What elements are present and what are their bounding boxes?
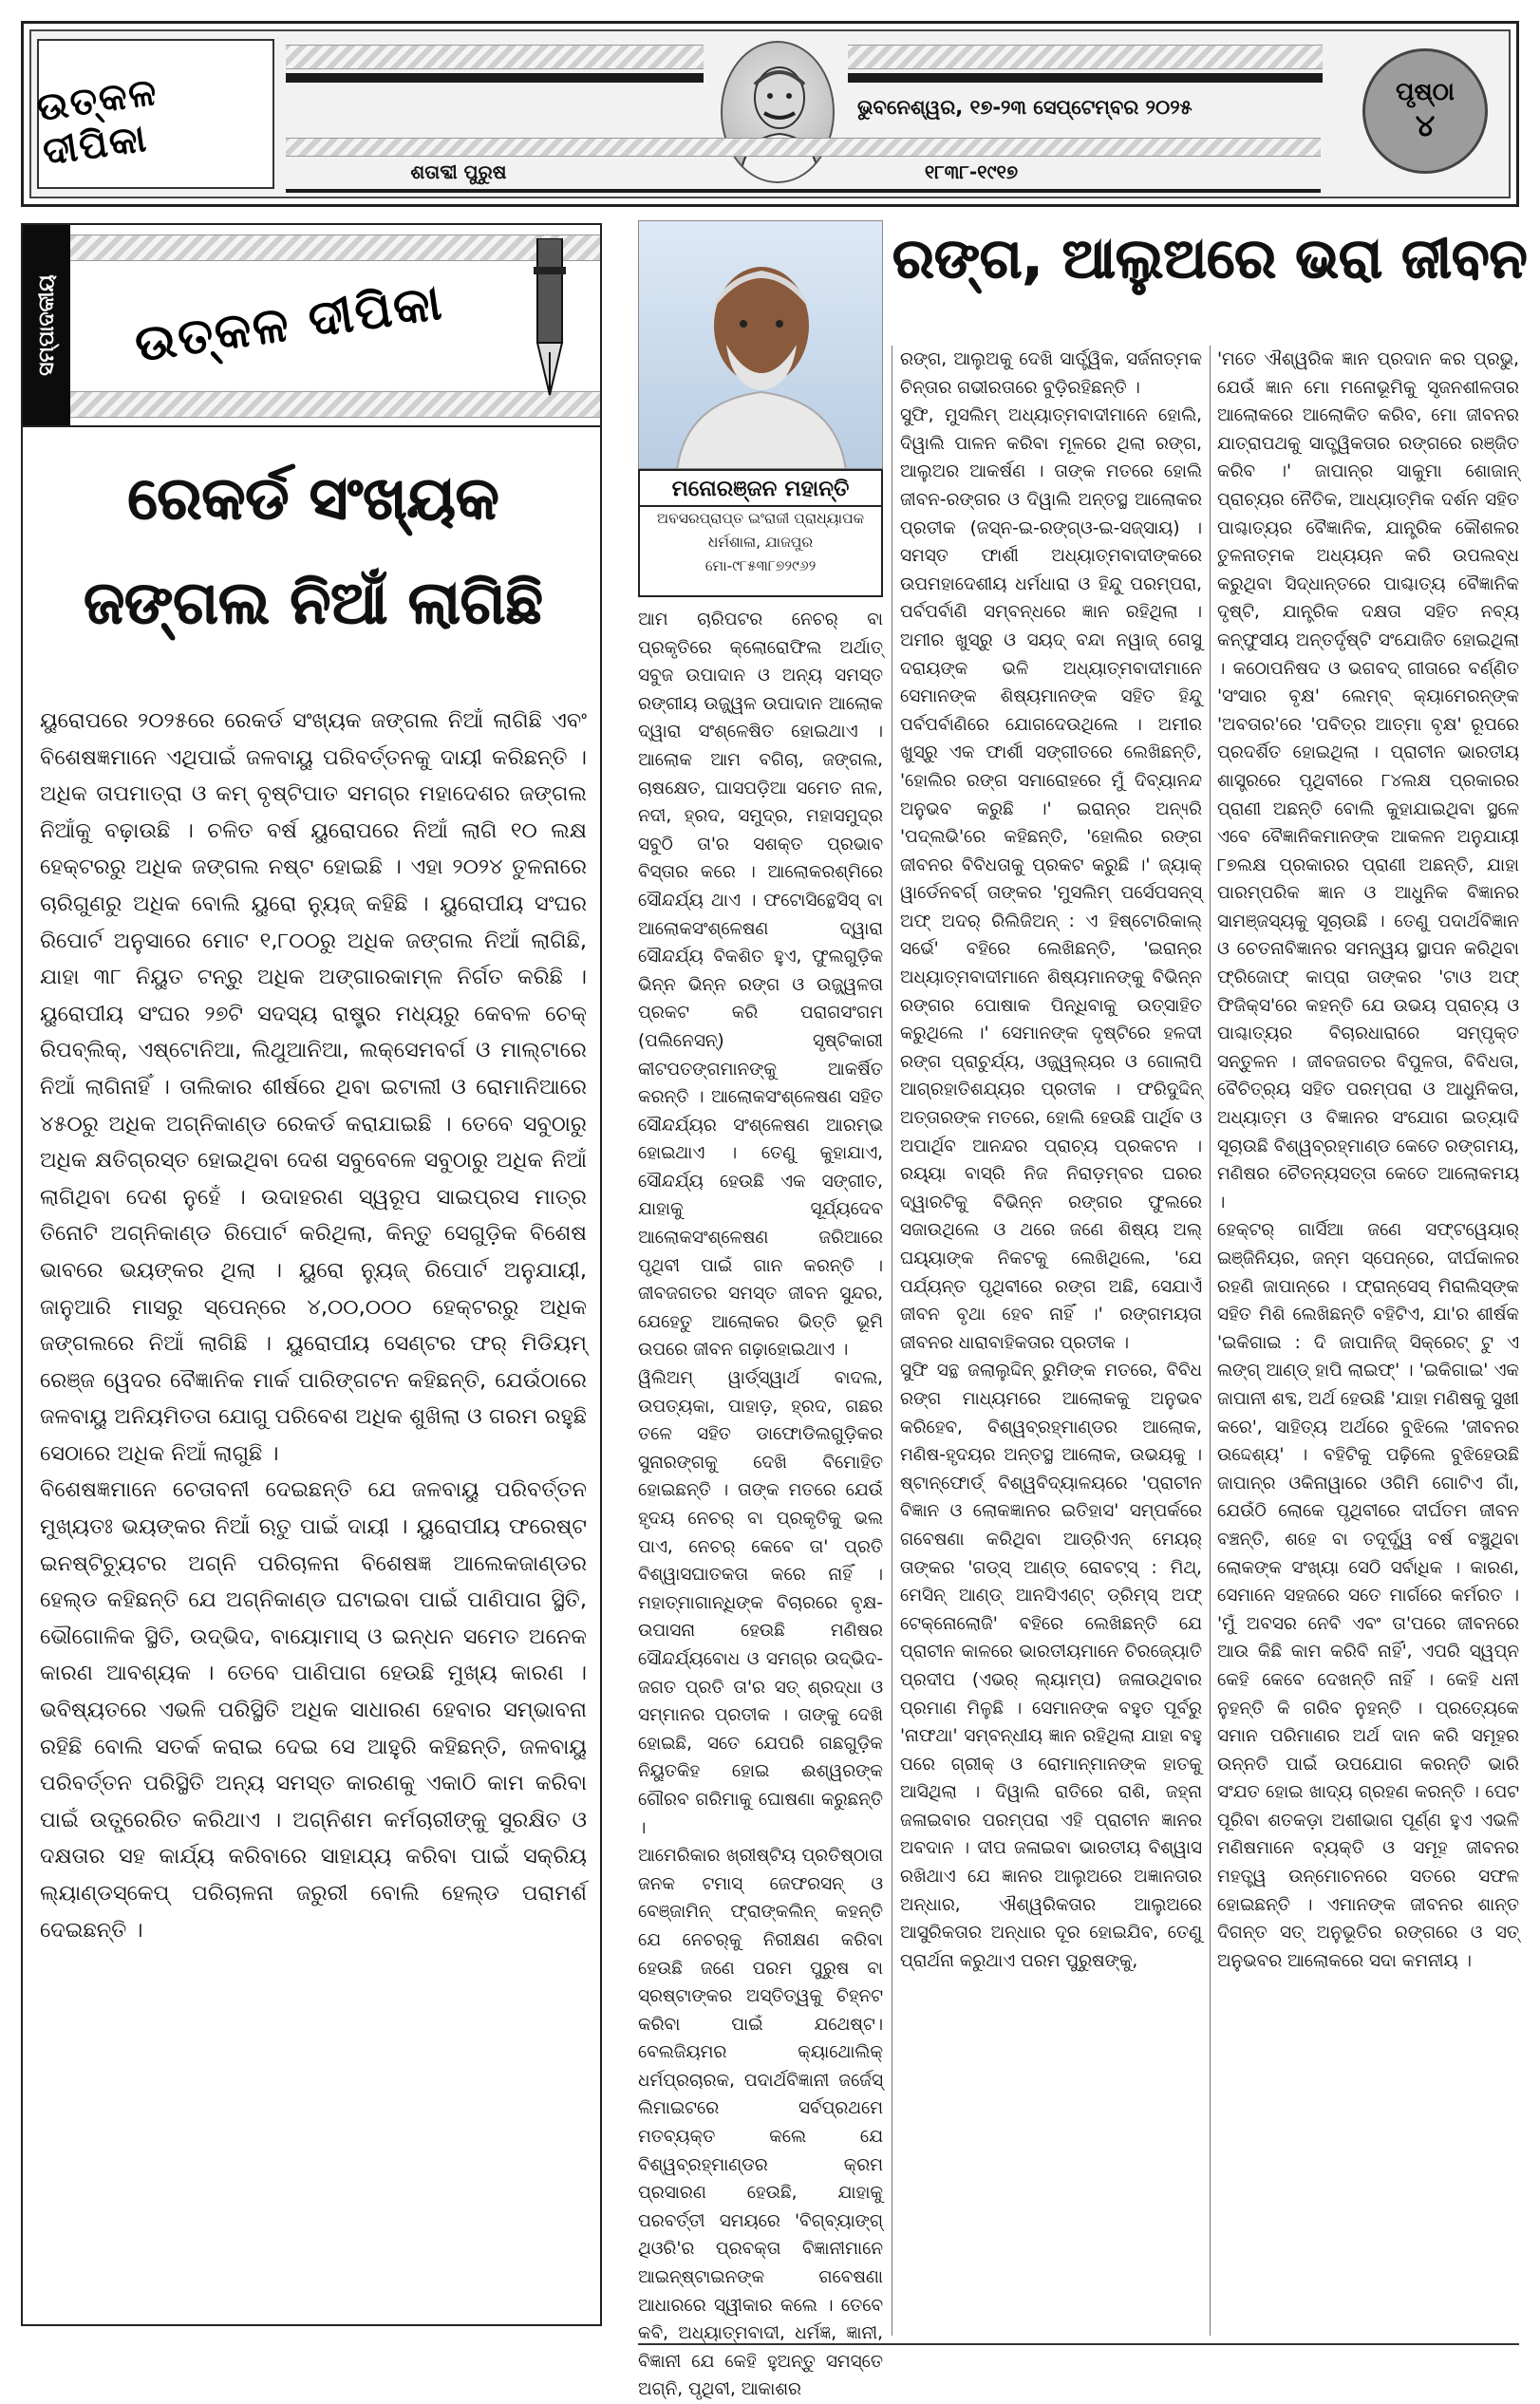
paragraph: ରଙ୍ଗ, ଆଲୁଅକୁ ଦେଖି ସାର୍ତ୍ତ୍ୱିକ, ସର୍ଜନାତ୍ମକ ଚିନ୍ତାର ଗଭୀରତାରେ ବୁଡ଼ିରହିଛନ୍ତି । xyxy=(900,349,1202,398)
article-column-2 xyxy=(900,346,1202,1975)
author-designation: ଅବସରପ୍ରାପ୍ତ ଇଂରାଜୀ ପ୍ରାଧ୍ୟାପକ xyxy=(656,510,865,527)
bottom-bar xyxy=(286,189,1321,193)
author-photo xyxy=(638,220,883,469)
left-article xyxy=(21,427,602,2326)
paragraph: ଆମେରିକାର ଖ୍ରୀଷ୍ଟିୟ ପ୍ରତିଷ୍ଠାତା ଜନକ ଟମାସ୍ ଜେଫରସନ୍ ଓ ବେଞ୍ଜାମିନ୍ ଫ୍ରାଙ୍କଲିନ୍ କହନ୍ତି ଯେ ନେଚର୍‌କୁ ନିରୀକ୍ଷଣ କରିବା ହେଉଛି ଜଣେ ପରମ ପୁରୁଷ ବା ସ୍ରଷ୍ଟାଙ୍କର ଅସ୍ତିତ୍ୱକୁ ଚିହ୍ନଟ କରିବା ପାଇଁ ଯଥେଷ୍ଟ। ବେଲଜିୟମର କ୍ୟାଥୋଲିକ୍ ଧର୍ମପ୍ରଚାରକ, ପଦାର୍ଥବିଜ୍ଞାନୀ ଜର୍ଜେସ୍ ଲିମାଇଟରେ ସର୍ବପ୍ରଥମେ ମତବ୍ୟକ୍ତ କଲେ ଯେ ବିଶ୍ୱବ୍ରହ୍ମାଣ୍ଡର କ୍ରମ ପ୍ରସାରଣ ହେଉଛି, ଯାହାକୁ ପରବର୍ତ୍ତୀ ସମୟରେ 'ବିଗ୍‌ବ୍ୟାଙ୍ଗ୍ ଥିଓରି'ର ପ୍ରବକ୍ତା ବିଜ୍ଞାନୀମାନେ ଆଇନ୍‌ଷ୍ଟାଇନଙ୍କ ଗବେଷଣା ଆଧାରରେ ସ୍ୱୀକାର କଲେ । ତେବେ କବି, ଅଧ୍ୟାତ୍ମବାଦୀ, ଧର୍ମଜ୍ଞ, ଜ୍ଞାନୀ, ବିଜ୍ଞାନୀ ଯେ କେହି ହୁଅନ୍ତୁ ସମସ୍ତେ ଅଗ୍ନି, ପୃଥିବୀ, ଆକାଶର xyxy=(638,1846,883,2400)
editorial-label: ସମ୍ପାଦକୀୟ xyxy=(34,274,59,376)
editorial-title: ଉତ୍କଳ ଦୀପିକା xyxy=(130,272,446,374)
bottom-stripe xyxy=(286,138,1321,157)
paragraph: ୟୁରୋପରେ ୨୦୨୫ରେ ରେକର୍ଡ ସଂଖ୍ୟକ ଜଙ୍ଗଲ ନିଆଁ ଲାଗିଛି ଏବଂ ବିଶେଷଜ୍ଞମାନେ ଏଥିପାଇଁ ଜଳବାୟୁ ପରିବର୍ତ୍ତନକୁ ଦାୟୀ କରିଛନ୍ତି । ଅଧିକ ତାପମାତ୍ରା ଓ କମ୍ ବୃଷ୍ଟିପାତ ସମଗ୍ର ମହାଦେଶର ଜଙ୍ଗଲ ନିଆଁକୁ ବଢ଼ାଉଛି । ଚଳିତ ବର୍ଷ ୟୁରୋପରେ ନିଆଁ ଲାଗି ୧୦ ଲକ୍ଷ ହେକ୍ଟରରୁ ଅଧିକ ଜଙ୍ଗଲ ନଷ୍ଟ ହୋଇଛି । ଏହା ୨୦୨୪ ତୁଳନାରେ ଚାରିଗୁଣରୁ ଅଧିକ ବୋଲି ୟୁରୋ ନ୍ୟୁଜ୍ କହିଛି । ୟୁରୋପୀୟ ସଂଘର ରିପୋର୍ଟ ଅନୁସାରେ ମୋଟ ୧,୮୦୦ରୁ ଅଧିକ ଜଙ୍ଗଲ ନିଆଁ ଲାଗିଛି, ଯାହା ୩୮ ନିୟୁତ ଟନ୍‌ରୁ ଅଧିକ ଅଙ୍ଗାରକାମ୍ଳ ନିର୍ଗତ କରିଛି । ୟୁରୋପୀୟ ସଂଘର ୨୭ଟି ସଦସ୍ୟ ରାଷ୍ଟ୍ର ମଧ୍ୟରୁ କେବଳ ଚେକ୍ ରିପବ୍ଲିକ୍, ଏଷ୍ଟୋନିଆ, ଲିଥୁଆନିଆ, ଲକ୍ସେମବର୍ଗ ଓ ମାଲ୍ଟାରେ ନିଆଁ ଲାଗିନାହିଁ । ତାଲିକାର ଶୀର୍ଷରେ ଥିବା ଇଟାଲୀ ଓ ରୋମାନିଆରେ ୪୫୦ରୁ ଅଧିକ ଅଗ୍ନିକାଣ୍ଡ ରେକର୍ଡ କରାଯାଇଛି । ତେବେ ସବୁଠାରୁ ଅଧିକ କ୍ଷତିଗ୍ରସ୍ତ ହୋଇଥିବା ଦେଶ ସବୁବେଳେ ସବୁଠାରୁ ଅଧିକ ନିଆଁ ଲାଗିଥିବା ଦେଶ ନୁହେଁ । ଉଦାହରଣ ସ୍ୱରୂପ ସାଇପ୍ରସ ମାତ୍ର ତିନୋଟି ଅଗ୍ନିକାଣ୍ଡ ରିପୋର୍ଟ କରିଥିଲା, କିନ୍ତୁ ସେଗୁଡ଼ିକ ବିଶେଷ ଭାବରେ ଭୟଙ୍କର ଥିଲା । ୟୁରୋ ନ୍ୟୁଜ୍ ରିପୋର୍ଟ ଅନୁଯାୟୀ, ଜାନୁଆରି ମାସରୁ ସ୍ପେନ୍‌ରେ ୪,୦୦,୦୦୦ ହେକ୍ଟରରୁ ଅଧିକ ଜଙ୍ଗଲରେ ନିଆଁ ଲାଗିଛି । ୟୁରୋପୀୟ ସେଣ୍ଟର ଫର୍ ମିଡିୟମ୍ ରେଞ୍ଜ ୱେଦର ବୈଜ୍ଞାନିକ ମାର୍କ ପାରିଙ୍ଗଟନ କହିଛନ୍ତି, ଯେଉଁଠାରେ ଜଳବାୟୁ ଅନିୟମିତତା ଯୋଗୁ ପରିବେଶ ଅଧିକ ଶୁଖିଲା ଓ ଗରମ ରହୁଛି ସେଠାରେ ଅଧିକ ନିଆଁ ଲାଗୁଛି । xyxy=(40,708,587,1466)
editorial-title-wrap xyxy=(89,267,488,381)
article-column-1 xyxy=(638,606,883,2404)
author-name: ମନୋରଞ୍ଜନ ମହାନ୍ତି xyxy=(640,471,881,507)
paragraph: ୱିଲିଅମ୍ ୱାର୍ଡ୍‌ସ୍ୱାର୍ଥ ବାଦଲ, ଉପତ୍ୟକା, ପାହାଡ଼, ହ୍ରଦ, ଗଛର ତଳେ ସହିତ ଡାଫୋଡିଲଗୁଡ଼ିକର ସୁନାରଙ୍ଗକୁ ଦେଖି ବିମୋହିତ ହୋଇଛନ୍ତି । ତାଙ୍କ ମତରେ ଯେଉଁ ହୃଦୟ ନେଚର୍ ବା ପ୍ରକୃତିକୁ ଭଲ ପାଏ, ନେଚର୍ କେବେ ତା' ପ୍ରତି ବିଶ୍ୱାସଘାତକତା କରେ ନାହିଁ । ମହାତ୍ମାଗାନ୍ଧିଙ୍କ ବିଚାରରେ ବୃକ୍ଷ-ଉପାସନା ହେଉଛି ମଣିଷର ସୌନ୍ଦର୍ଯ୍ୟବୋଧ ଓ ସମଗ୍ର ଉଦ୍ଭିଦ-ଜଗତ ପ୍ରତି ତା'ର ସତ୍ ଶ୍ରଦ୍ଧା ଓ ସମ୍ମାନର ପ୍ରତୀକ । ତାଙ୍କୁ ଦେଖି ହୋଇଛି, ସତେ ଯେପରି ଗଛଗୁଡ଼ିକ ନିୟୁତକିହ ହୋଇ ଈଶ୍ୱରଙ୍କ ଗୌରବ ଗରିମାକୁ ଘୋଷଣା କରୁଛନ୍ତି । xyxy=(638,1368,883,1838)
top-stripe-right xyxy=(848,45,1323,69)
fountain-pen-icon xyxy=(516,238,583,409)
bottom-rule xyxy=(638,2343,1519,2345)
dateline: ଭୁବନେଶ୍ୱର, ୧୭-୨୩ ସେପ୍ଟେମ୍ବର ୨୦୨୫ xyxy=(857,96,1193,119)
left-article-body xyxy=(40,703,587,1948)
top-bar-left xyxy=(286,73,704,83)
left-article-headline xyxy=(40,446,587,655)
headline-line-1: ରେକର୍ଡ ସଂଖ୍ୟକ xyxy=(127,463,499,533)
paragraph: 'ମତେ ଐଶ୍ୱରିକ ଜ୍ଞାନ ପ୍ରଦାନ କର ପ୍ରଭୁ, ଯେଉଁ ଜ୍ଞାନ ମୋ ମନୋଭୂମିକୁ ସୃଜନଶୀଳତାର ଆଲୋକରେ ଆଲୋକିତ କରିବ, ମୋ ଜୀବନର ଯାତ୍ରାପଥକୁ ସାତ୍ତ୍ୱିକତାର ରଙ୍ଗରେ ରଞ୍ଜିତ କରିବ ।' ଜାପାନ୍‌ର ସାକୁମା ଶୋଜାନ୍ ପ୍ରାଚ୍ୟର ନୈତିକ, ଆଧ୍ୟାତ୍ମିକ ଦର୍ଶନ ସହିତ ପାଶ୍ଚାତ୍ୟର ବୈଜ୍ଞାନିକ, ଯାନ୍ତ୍ରିକ କୌଶଳର ତୁଳନାତ୍ମକ ଅଧ୍ୟୟନ କରି ଉପଲବ୍ଧ କରୁଥିବା ସିଦ୍ଧାନ୍ତରେ ପାଶ୍ଚାତ୍ୟ ବୈଜ୍ଞାନିକ ଦୃଷ୍ଟି, ଯାନ୍ତ୍ରିକ ଦକ୍ଷତା ସହିତ ନବ୍ୟ କନ୍‌ଫୁସୀୟ ଅନ୍ତର୍ଦୃଷ୍ଟି ସଂଯୋଜିତ ହୋଇଥିଲା । କଠୋପନିଷଦ ଓ ଭଗବଦ୍ ଗୀତାରେ ବର୍ଣ୍ଣିତ 'ସଂସାର ବୃକ୍ଷ' ଲେମ୍ବ୍ କ୍ୟାମେରନ୍‌ଙ୍କ 'ଅବତାର'ରେ 'ପବିତ୍ର ଆତ୍ମା ବୃକ୍ଷ' ରୂପରେ ପ୍ରଦର୍ଶିତ ହୋଇଥିଲା । ପ୍ରାଚୀନ ଭାରତୀୟ ଶାସ୍ତ୍ରରେ ପୃଥିବୀରେ ୮୪ଲକ୍ଷ ପ୍ରକାରର ପ୍ରାଣୀ ଅଛନ୍ତି ବୋଲି କୁହାଯାଇଥିବା ସ୍ଥଳେ ଏବେ ବୈଜ୍ଞାନିକମାନଙ୍କ ଆକଳନ ଅନୁଯାୟୀ ୮୭ଲକ୍ଷ ପ୍ରକାରର ପ୍ରାଣୀ ଅଛନ୍ତି, ଯାହା ପାରମ୍ପରିକ ଜ୍ଞାନ ଓ ଆଧୁନିକ ବିଜ୍ଞାନର ସାମଞ୍ଜସ୍ୟକୁ ସୂଚାଉଛି । ତେଣୁ ପଦାର୍ଥବିଜ୍ଞାନ ଓ ଚେତନାବିଜ୍ଞାନର ସମନ୍ୱୟ ସ୍ଥାପନ କରିଥିବା ଫ୍ରିଜୋଫ୍ କାପ୍ରା ତାଙ୍କର 'ଟାଓ ଅଫ୍ ଫିଜିକ୍ସ'ରେ କହନ୍ତି ଯେ ଉଭୟ ପ୍ରାଚ୍ୟ ଓ ପାଶ୍ଚାତ୍ୟର ବିଚାରଧାରାରେ ସମ୍ପୃକ୍ତ ସନ୍ତୁଳନ । ଜୀବଜଗତର ବିପୁଳତା, ବିବିଧତା, ବୈଚିତ୍ର୍ୟ ସହିତ ପରମ୍ପରା ଓ ଆଧୁନିକତା, ଅଧ୍ୟାତ୍ମ ଓ ବିଜ୍ଞାନର ସଂଯୋଗ ଇତ୍ୟାଦି ସୂଚାଉଛି ବିଶ୍ୱବ୍ରହ୍ମାଣ୍ଡ କେତେ ରଙ୍ଗମୟ, ମଣିଷର ଚୈତନ୍ୟସତ୍ତା କେତେ ଆଲୋକମୟ । xyxy=(1217,349,1519,1212)
paragraph: ହେକ୍ଟର୍ ଗାର୍ସିଆ ଜଣେ ସଫ୍ଟୱେୟାର୍ ଇଞ୍ଜିନିୟର, ଜନ୍ମ ସ୍ପେନ୍‌ରେ, ଦୀର୍ଘକାଳର ରହଣି ଜାପାନ୍‌ରେ । ଫ୍ରାନ୍‌ସେସ୍ ମିରାଲିସ୍‌ଙ୍କ ସହିତ ମିଶି ଲେଖିଛନ୍ତି ବହିଟିଏ, ଯା'ର ଶୀର୍ଷକ 'ଇକିଗାଇ : ଦି ଜାପାନିଜ୍ ସିକ୍ରେଟ୍ ଟୁ ଏ ଲଙ୍ଗ୍ ଆଣ୍ଡ୍ ହାପି ଲାଇଫ୍' । 'ଇକିଗାଇ' ଏକ ଜାପାନୀ ଶବ୍ଦ, ଅର୍ଥ ହେଉଛି 'ଯାହା ମଣିଷକୁ ସୁଖୀ କରେ', ସାହିତ୍ୟ ଅର୍ଥରେ ବୁଝିଲେ 'ଜୀବନର ଉଦ୍ଦେଶ୍ୟ' । ବହିଟିକୁ ପଢ଼ିଲେ ବୁଝିହେଉଛି ଜାପାନ୍‌ର ଓକିନାୱାରେ ଓଗିମି ଗୋଟିଏ ଗାଁ, ଯେଉଁଠି ଲୋକେ ପୃଥିବୀରେ ଦୀର୍ଘତମ ଜୀବନ ବଞ୍ଚନ୍ତି, ଶହେ ବା ତଦୂର୍ଦ୍ଧ୍ୱ ବର୍ଷ ବଞ୍ଚୁଥିବା ଲୋକଙ୍କ ସଂଖ୍ୟା ସେଠି ସର୍ବାଧିକ । କାରଣ, ସେମାନେ ସହଜରେ ସତେ ମାର୍ଗରେ କର୍ମରତ । 'ମୁଁ ଅବସର ନେବି ଏବଂ ତା'ପରେ ଜୀବନରେ ଆଉ କିଛି କାମ କରିବି ନାହିଁ', ଏପରି ସ୍ୱପ୍ନ କେହି କେବେ ଦେଖନ୍ତି ନାହିଁ । କେହି ଧନୀ ନୁହନ୍ତି କି ଗରିବ ନୁହନ୍ତି । ପ୍ରତ୍ୟେକେ ସମାନ ପରିମାଣର ଅର୍ଥ ଦାନ କରି ସମୂହର ଉନ୍ନତି ପାଇଁ ଉପଯୋଗ କରନ୍ତି ଭାରି ସଂଯତ ହୋଇ ଖାଦ୍ୟ ଗ୍ରହଣ କରନ୍ତି । ପେଟ ପୂରିବା ଶତକଡ଼ା ଅଶୀଭାଗ ପୂର୍ଣ୍ଣ ହୁଏ ଏଭଳି ମଣିଷମାନେ ବ୍ୟକ୍ତି ଓ ସମୂହ ଜୀବନର ମହତ୍ତ୍ୱ ଉନ୍ମୋଚନରେ ସତରେ ସଫଳ ହୋଇଛନ୍ତି । ଏମାନଙ୍କ ଜୀବନର ଶାନ୍ତ ଦିଗନ୍ତ ସତ୍ ଅନୁଭୂତିର ରଙ୍ଗରେ ଓ ସତ୍ ଅନୁଭବର ଆଲୋକରେ ସଦା କମନୀୟ । xyxy=(1217,1220,1519,1971)
masthead-inner xyxy=(29,29,1511,198)
caption-left: ଶତାବ୍ଦୀ ପୁରୁଷ xyxy=(410,160,507,183)
caption-dates: ୧୮୩୮-୧୯୧୭ xyxy=(924,160,1019,183)
paragraph: ବିଶେଷଜ୍ଞମାନେ ଚେତାବନୀ ଦେଇଛନ୍ତି ଯେ ଜଳବାୟୁ ପରିବର୍ତ୍ତନ ମୁଖ୍ୟତଃ ଭୟଙ୍କର ନିଆଁ ଋତୁ ପାଇଁ ଦାୟୀ । ୟୁରୋପୀୟ ଫରେଷ୍ଟ ଇନଷ୍ଟିଚ୍ୟୁଟର ଅଗ୍ନି ପରିଚାଳନା ବିଶେଷଜ୍ଞ ଆଲେକଜାଣ୍ଡର ହେଲ୍ଡ କହିଛନ୍ତି ଯେ ଅଗ୍ନିକାଣ୍ଡ ଘଟାଇବା ପାଇଁ ପାଣିପାଗ ସ୍ଥିତି, ଭୌଗୋଳିକ ସ୍ଥିତି, ଉଦ୍ଭିଦ, ବାୟୋମାସ୍ ଓ ଇନ୍ଧନ ସମେତ ଅନେକ କାରଣ ଆବଶ୍ୟକ । ତେବେ ପାଣିପାଗ ହେଉଛି ମୁଖ୍ୟ କାରଣ । ଭବିଷ୍ୟତରେ ଏଭଳି ପରିସ୍ଥିତି ଅଧିକ ସାଧାରଣ ହେବାର ସମ୍ଭାବନା ରହିଛି ବୋଲି ସତର୍କ କରାଇ ଦେଇ ସେ ଆହୁରି କହିଛନ୍ତି, ଜଳବାୟୁ ପରିବର୍ତ୍ତନ ପରିସ୍ଥିତି ଅନ୍ୟ ସମସ୍ତ କାରଣକୁ ଏକାଠି କାମ କରିବା ପାଇଁ ଉତ୍ପ୍ରେରିତ କରିଥାଏ । ଅଗ୍ନିଶମ କର୍ମଚାରୀଙ୍କୁ ସୁରକ୍ଷିତ ଓ ଦକ୍ଷତାର ସହ କାର୍ଯ୍ୟ କରିବାରେ ସାହାଯ୍ୟ କରିବା ପାଇଁ ସକ୍ରିୟ ଲ୍ୟାଣ୍ଡସ୍କେପ୍ ପରିଚାଳନା ଜରୁରୀ ବୋଲି ହେଲ୍ଡ ପରାମର୍ଶ ଦେଇଛନ୍ତି । xyxy=(40,1477,587,1943)
editorial-header xyxy=(21,223,602,427)
page-number: ୪ xyxy=(1415,107,1436,143)
author-box xyxy=(638,469,883,597)
column-rule xyxy=(1210,346,1211,2336)
top-bar-right xyxy=(848,73,1323,83)
author-photo-drawing xyxy=(639,221,883,469)
author-place: ଧର୍ମଶାଳା, ଯାଜପୁର xyxy=(707,534,814,551)
author-phone: ମୋ-୯୮୫୩୮୭୨୯୬୨ xyxy=(704,557,817,574)
portrait-drawing xyxy=(723,43,835,183)
logo-text: ଉତ୍କଳ ଦୀପିକା xyxy=(33,68,161,175)
page-label: ପୃଷ୍ଠା xyxy=(1396,78,1455,106)
page-number-badge xyxy=(1362,48,1488,174)
masthead xyxy=(21,21,1519,207)
paragraph: ସୁଫି ସନ୍ଥ ଜଲାଲୁଦ୍ଦିନ୍ ରୁମିଙ୍କ ମତରେ, ବିବିଧ ରଙ୍ଗ ମାଧ୍ୟମରେ ଆଲୋକକୁ ଅନୁଭବ କରିହେବ, ବିଶ୍ୱବ୍ରହ୍ମାଣ୍ଡର ଆଲୋକ, ମଣିଷ-ହୃଦୟର ଅନ୍ତସ୍ଥ ଆଲୋକ, ଉଭୟକୁ । ଷ୍ଟାନ୍‌ଫୋର୍ଡ୍ ବିଶ୍ୱବିଦ୍ୟାଳୟରେ 'ପ୍ରାଚୀନ ବିଜ୍ଞାନ ଓ ଲୋକଜ୍ଞାନର ଇତିହାସ' ସମ୍ପର୍କରେ ଗବେଷଣା କରିଥିବା ଆଡ୍ରିଏନ୍ ମେୟର୍ ତାଙ୍କର 'ଗଡ୍‌ସ୍ ଆଣ୍ଡ୍ ରୋବଟ୍‌ସ୍ : ମିଥ୍, ମେସିନ୍ ଆଣ୍ଡ୍ ଆନସିଏଣ୍ଟ୍ ଡ୍ରିମ୍ସ୍ ଅଫ୍ ଟେକ୍‌ନୋଲୋଜି' ବହିରେ ଲେଖିଛନ୍ତି ଯେ ପ୍ରାଚୀନ କାଳରେ ଭାରତୀୟମାନେ ଚିରଜ୍ୟୋତି ପ୍ରଦୀପ (ଏଭର୍ ଲ୍ୟାମ୍ପ) ଜଳାଉଥିବାର ପ୍ରମାଣ ମିଳୁଛି । ସେମାନଙ୍କ ବହୁତ ପୂର୍ବରୁ 'ନାଫଥା' ସମ୍ବନ୍ଧୀୟ ଜ୍ଞାନ ରହିଥିଲା ଯାହା ବହୁ ପରେ ଗ୍ରୀକ୍ ଓ ରୋମାନ୍‌ମାନଙ୍କ ହାତକୁ ଆସିଥିଲା । ଦିୱାଲି ରାତିରେ ରାଶି, ଜହ୍ନା ଜଳାଇବାର ପରମ୍ପରା ଏହି ପ୍ରାଚୀନ ଜ୍ଞାନର ଅବଦାନ । ଦୀପ ଜଳାଇବା ଭାରତୀୟ ବିଶ୍ୱାସ ରଖିଥାଏ ଯେ ଜ୍ଞାନର ଆଲୁଅରେ ଅଜ୍ଞାନତାର ଅନ୍ଧାର, ଐଶ୍ୱରିକତାର ଆଲୁଅରେ ଆସୁରିକତାର ଅନ୍ଧାର ଦୂର ହୋଇଯିବ, ତେଣୁ ପ୍ରାର୍ଥନା କରୁଥାଏ ପରମ ପୁରୁଷଙ୍କୁ, xyxy=(900,1361,1202,1971)
paragraph: ଆମ ଚାରିପଟର ନେଚର୍ ବା ପ୍ରକୃତିରେ କ୍ଲୋରୋଫିଲ ଅର୍ଥାତ୍ ସବୁଜ ଉପାଦାନ ଓ ଅନ୍ୟ ସମସ୍ତ ରଙ୍ଗୀୟ ଉଜ୍ଜ୍ୱଳ ଉପାଦାନ ଆଲୋକ ଦ୍ୱାରା ସଂଶ୍ଳେଷିତ ହୋଇଥାଏ । ଆଲୋକ ଆମ ବଗିଚା, ଜଙ୍ଗଲ, ଚାଷକ୍ଷେତ, ଘାସପଡ଼ିଆ ସମେତ ନାଳ, ନଦୀ, ହ୍ରଦ, ସମୁଦ୍ର, ମହାସମୁଦ୍ର ସବୁଠି ତା'ର ସଶକ୍ତ ପ୍ରଭାବ ବିସ୍ତାର କରେ । ଆଲୋକରଶ୍ମିରେ ସୌନ୍ଦର୍ଯ୍ୟ ଥାଏ । ଫଟୋସିନ୍ଥେସିସ୍ ବା ଆଲୋକସଂଶ୍ଳେଷଣ ଦ୍ୱାରା ସୌନ୍ଦର୍ଯ୍ୟ ବିକଶିତ ହୁଏ, ଫୁଲଗୁଡ଼ିକ ଭିନ୍ନ ଭିନ୍ନ ରଙ୍ଗ ଓ ଉଜ୍ଜ୍ୱଳତା ପ୍ରକଟ କରି ପରାଗସଂଗମ (ପଲିନେସନ୍) ସୃଷ୍ଟିକାରୀ କୀଟପତଙ୍ଗମାନଙ୍କୁ ଆକର୍ଷିତ କରନ୍ତି । ଆଲୋକସଂଶ୍ଳେଷଣ ସହିତ ସୌନ୍ଦର୍ଯ୍ୟର ସଂଶ୍ଳେଷଣ ଆରମ୍ଭ ହୋଇଥାଏ । ତେଣୁ କୁହାଯାଏ, ସୌନ୍ଦର୍ଯ୍ୟ ହେଉଛି ଏକ ସଙ୍ଗୀତ, ଯାହାକୁ ସୂର୍ଯ୍ୟଦେବ ଆଲୋକସଂଶ୍ଳେଷଣ ଜରିଆରେ ପୃଥିବୀ ପାଇଁ ଗାନ କରନ୍ତି । ଜୀବଜଗତର ସମସ୍ତ ଜୀବନ ସୁନ୍ଦର, ଯେହେତୁ ଆଲୋକର ଭିତ୍ତି ଭୂମି ଉପରେ ଜୀବନ ଗଢ଼ାହୋଇଥାଏ । xyxy=(638,610,883,1361)
editorial-title-box xyxy=(70,225,600,425)
article-column-3 xyxy=(1217,346,1519,1975)
editorial-side-label xyxy=(23,225,70,425)
headline-line-2: ଜଙ୍ଗଲ ନିଆଁ ଲାଗିଛି xyxy=(84,568,543,637)
right-article-headline: ରଙ୍ଗ, ଆଲୁଅରେ ଭରା ଜୀବନ xyxy=(892,226,1528,291)
paragraph: ସୁଫି, ମୁସଲିମ୍ ଅଧ୍ୟାତ୍ମବାଦୀମାନେ ହୋଲି, ଦିୱାଲି ପାଳନ କରିବା ମୂଳରେ ଥିଲା ରଙ୍ଗ, ଆଲୁଅର ଆକର୍ଷଣ । ତାଙ୍କ ମତରେ ହୋଲି ଜୀବନ-ରଙ୍ଗର ଓ ଦିୱାଲି ଅନ୍ତସ୍ଥ ଆଲୋକର ପ୍ରତୀକ (ଜସ୍ନ-ଇ-ରଙ୍ଗ୍‌ଓ-ଇ-ସଜ୍‌ସାୟ) । ସମସ୍ତ ଫାର୍ଶୀ ଅଧ୍ୟାତ୍ମବାଦୀଙ୍କରେ ଉପମହାଦେଶୀୟ ଧର୍ମଧାରା ଓ ହିନ୍ଦୁ ପରମ୍ପରା, ପର୍ବପର୍ବାଣି ସମ୍ବନ୍ଧରେ ଜ୍ଞାନ ରହିଥିଲା । ଅମୀର ଖୁସ୍ରୁ ଓ ସୟଦ୍ ବନ୍ଦା ନୱାଜ୍ ଗେସୁ ଦରାୟଙ୍କ ଭଳି ଅଧ୍ୟାତ୍ମବାଦୀମାନେ ସେମାନଙ୍କ ଶିଷ୍ୟମାନଙ୍କ ସହିତ ହିନ୍ଦୁ ପର୍ବପର୍ବାଣିରେ ଯୋଗଦେଉଥିଲେ । ଅମୀର ଖୁସ୍ରୁ ଏକ ଫାର୍ଶୀ ସଙ୍ଗୀତରେ ଲେଖିଛନ୍ତି, 'ହୋଲିର ରଙ୍ଗ ସମାରୋହରେ ମୁଁ ଦିବ୍ୟାନନ୍ଦ ଅନୁଭବ କରୁଛି ।' ଇରାନ୍‌ର ଅନ୍ୟ୍‌ରି 'ପଦ୍‌ଲଭି'ରେ କହିଛନ୍ତି, 'ହୋଲିର ରଙ୍ଗ ଜୀବନର ବିବିଧତାକୁ ପ୍ରକଟ କରୁଛି ।' ଜ୍ୟାକ୍ ୱାର୍ଡେନବର୍ଗ୍ ତାଙ୍କର 'ମୁସଲିମ୍ ପର୍ସେପସନ୍ସ୍ ଅଫ୍ ଅଦର୍ ରିଲିଜିଅନ୍ : ଏ ହିଷ୍ଟୋରିକାଲ୍ ସର୍ଭେ' ବହିରେ ଲେଖିଛନ୍ତି, 'ଇରାନ୍‌ର ଅଧ୍ୟାତ୍ମବାଦୀମାନେ ଶିଷ୍ୟମାନଙ୍କୁ ବିଭିନ୍ନ ରଙ୍ଗର ପୋଷାକ ପିନ୍ଧିବାକୁ ଉତ୍ସାହିତ କରୁଥିଲେ ।' ସେମାନଙ୍କ ଦୃଷ୍ଟିରେ ହଳଦୀ ରଙ୍ଗ ପ୍ରାଚୁର୍ଯ୍ୟ, ଓଜ୍ଜ୍ୱଲ୍ୟର ଓ ଗୋଲାପି ଆଗ୍ରହାତିଶଯ୍ୟର ପ୍ରତୀକ । ଫରିଦୁଦ୍ଦିନ୍ ଅତ୍ତାରଙ୍କ ମତରେ, ହୋଲି ହେଉଛି ପାର୍ଥିବ ଓ ଅପାର୍ଥିବ ଆନନ୍ଦର ପ୍ରାଚ୍ୟ ପ୍ରକଟନ । ରୟ୍ୟା ବାସ୍ରି ନିଜ ନିରାଡ଼ମ୍ବର ଘରର ଦ୍ୱାରଟିକୁ ବିଭିନ୍ନ ରଙ୍ଗର ଫୁଲରେ ସଜାଉଥିଲେ ଓ ଥରେ ଜଣେ ଶିଷ୍ୟ ଅଲ୍ ଘୟ୍ୟାଙ୍କ ନିକଟକୁ ଲେଖିଥିଲେ, 'ଯେ ପର୍ଯ୍ୟନ୍ତ ପୃଥିବୀରେ ରଙ୍ଗ ଅଛି, ସେଯାଏଁ ଜୀବନ ବୃଥା ହେବ ନାହିଁ ।' ରଙ୍ଗମୟତା ଜୀବନର ଧାରାବାହିକତାର ପ୍ରତୀକ । xyxy=(900,405,1202,1353)
founder-portrait-icon xyxy=(721,41,835,183)
top-stripe-left xyxy=(286,45,704,69)
masthead-logo xyxy=(33,39,274,189)
